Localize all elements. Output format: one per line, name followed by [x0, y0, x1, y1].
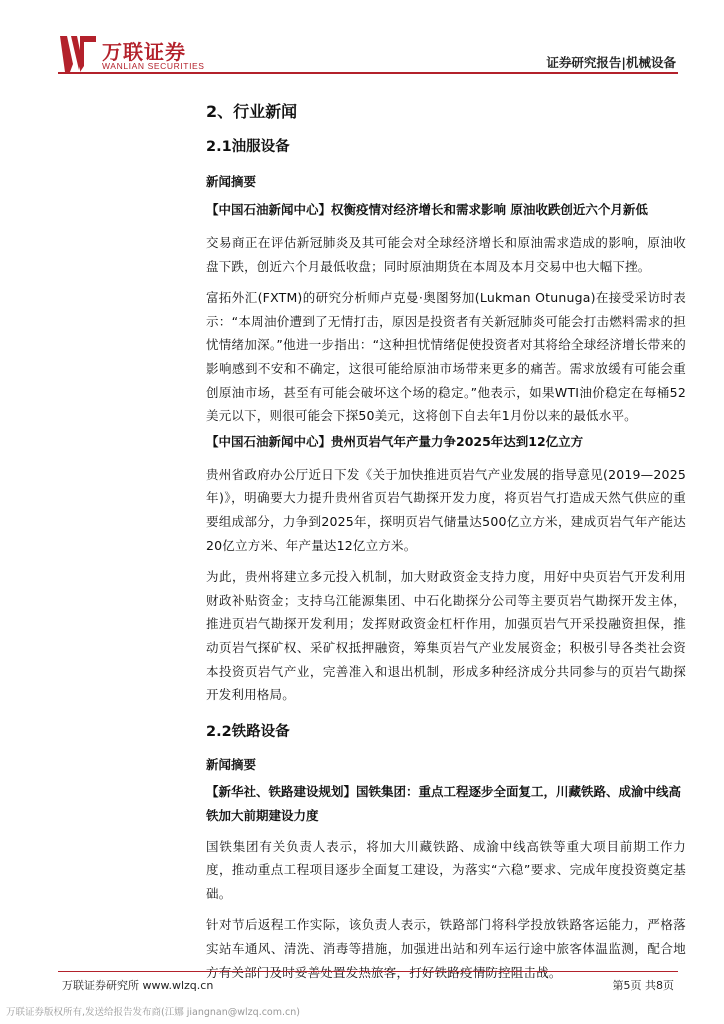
- main-content: [206, 98, 686, 984]
- report-type-label: 证券研究报告|机械设备: [546, 55, 676, 70]
- rail-summary-label: 新闻摘要: [206, 756, 257, 772]
- oil-news2-paragraph2: 为此，贵州将建立多元投入机制，加大财政资金支持力度，用好中央页岩气开发利用财政补贴资金；支持乌江能源集团、中石化勘探分公司等主要页岩气勘探开发主体，推进页岩气勘探开发利用；发挥财政资金杠杆作用，加强页岩气开采投融资担保，推动页岩气探矿权、采矿权抵押融资，筹集页岩气产业发展资金；积极引导各类社会资本投资页岩气产业，完善准入和退出机制，形成多种经济成分共同参与的页岩气勘探开发利用格局。: [206, 569, 686, 703]
- oil-heading: 2.1油服设备: [206, 139, 290, 155]
- page-number: 第5页 共8页: [612, 979, 674, 992]
- rail-news1-headline: 【新华社、铁路建设规划】国铁集团：重点工程逐步全面复工，川藏铁路、成渝中线高铁加大前期建设力度: [206, 783, 682, 823]
- footer-divider: [58, 971, 678, 972]
- oil-news1-paragraph2: 富拓外汇(FXTM)的研究分析师卢克曼·奥图努加(Lukman Otunuga)在接受采访时表示：“本周油价遭到了无情打击，原因是投资者有关新冠肺炎可能会打击燃料需求的担忧情绪加深。”他进一步指出：“这种担忧情绪促使投资者对其将给全球经济增长带来的影响感到不安和不确定，这很可能给原油市场带来更多的痛苦。需求放缓有可能会重创原油市场，甚至有可能会破坏这个场的稳定。”他表示，如果WTI油价稳定在每桶52美元以下，则很可能会下探50美元，这将创下自去年1月份以来的最低水平。: [206, 290, 686, 424]
- rail-news1-paragraph2: 针对节后返程工作实际，该负责人表示，铁路部门将科学投放铁路客运能力，严格落实站车通风、清洗、消毒等措施，加强进出站和列车运行途中旅客体温监测，配合地方有关部门及时妥善处置发热旅客，打好铁路疫情防控阻击战。: [206, 917, 686, 980]
- oil-news2-headline: 【中国石油新闻中心】贵州页岩气年产量力争2025年达到12亿立方: [206, 433, 584, 449]
- wanlian-w-logo-icon: [60, 36, 96, 72]
- logo-chinese-name: 万联证券: [102, 40, 186, 64]
- rail-heading: 2.2铁路设备: [206, 723, 290, 740]
- oil-news1-headline: 【中国石油新闻中心】权衡疫情对经济增长和需求影响 原油收跌创近六个月新低: [206, 202, 648, 217]
- logo-english-name: WANLIAN SECURITIES: [102, 61, 205, 71]
- copyright-watermark: 万联证券版权所有,发送给报告发布商(江娜 jiangnan@wlzq.com.cn): [6, 1007, 300, 1018]
- section-title: 2、行业新闻: [206, 102, 298, 121]
- oil-news1-paragraph1: 交易商正在评估新冠肺炎及其可能会对全球经济增长和原油需求造成的影响，原油收盘下跌，创近六个月最低收盘；同时原油期货在本周及本月交易中也大幅下挫。: [206, 235, 686, 274]
- oil-news2-paragraph1: 贵州省政府办公厅近日下发《关于加快推进页岩气产业发展的指导意见(2019—2025年)》，明确要大力提升贵州省页岩气勘探开发力度，将页岩气打造成天然气供应的重要组成部分，力争到2025年，探明页岩气储量达500亿立方米，建成页岩气年产能达20亿立方米、年产量达12亿立方米。: [206, 466, 686, 553]
- header-divider: [58, 72, 678, 74]
- footer-company: 万联证券研究所 www.wlzq.cn: [62, 979, 214, 992]
- rail-news1-paragraph1: 国铁集团有关负责人表示，将加大川藏铁路、成渝中线高铁等重大项目前期工作力度，推动重点工程项目逐步全面复工建设，为落实“六稳”要求、完成年度投资奠定基础。: [206, 838, 686, 901]
- oil-summary-label: 新闻摘要: [206, 174, 257, 189]
